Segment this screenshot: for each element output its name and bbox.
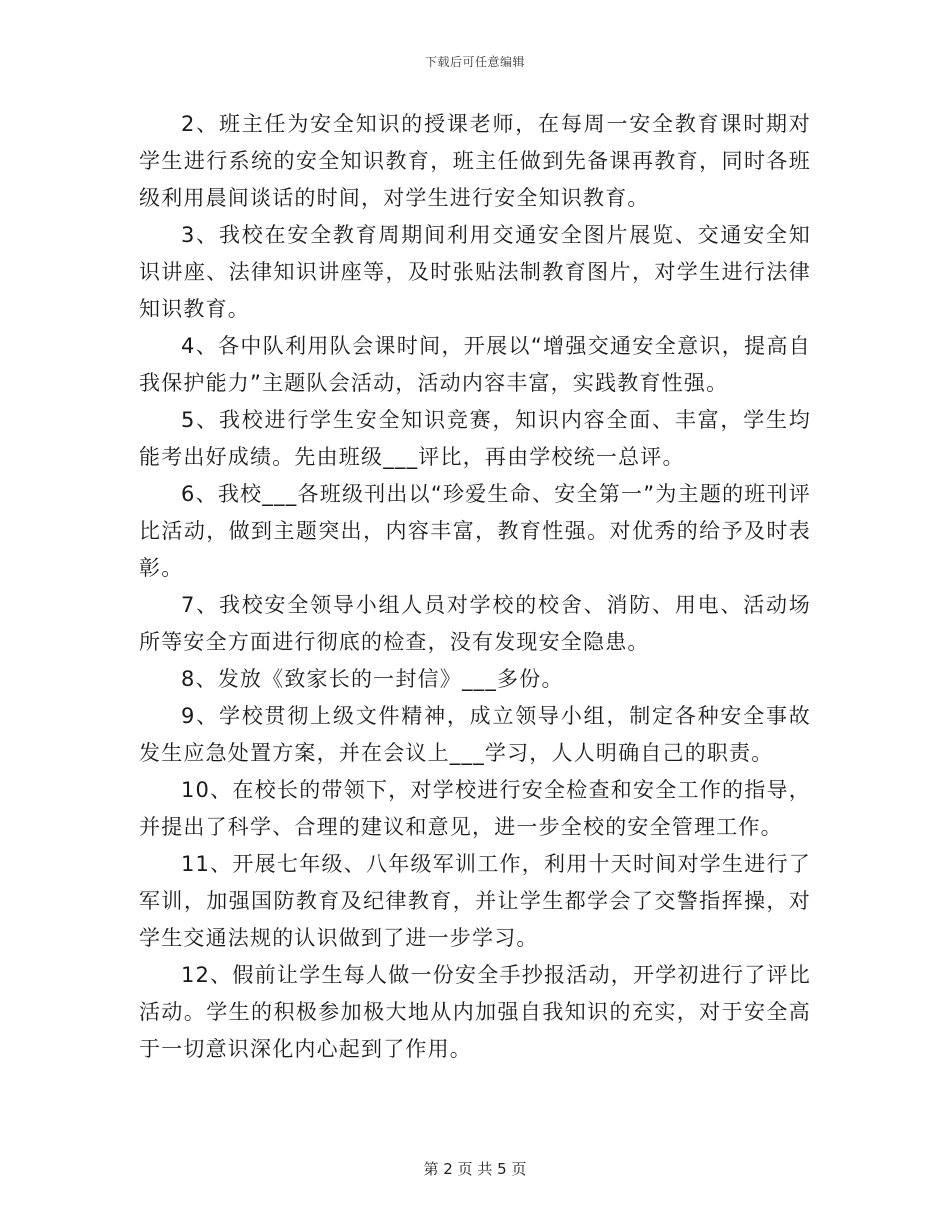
paragraph-item-4: 4、各中队利用队会课时间，开展以“增强交通安全意识，提高自我保护能力”主题队会活动，活动内容丰富，实践教育性强。: [139, 334, 811, 395]
paragraph-item-10: 10、在校长的带领下，对学校进行安全检查和安全工作的指导，并提出了科学、合理的建议和意见，进一步全校的安全管理工作。: [139, 778, 811, 839]
paragraph-item-2: 2、班主任为安全知识的授课老师，在每周一安全教育课时期对学生进行系统的安全知识教育，班主任做到先备课再教育，同时各班级利用晨间谈话的时间，对学生进行安全知识教育。: [139, 112, 811, 210]
page-number: 第 2 页 共 5 页: [423, 1160, 527, 1178]
paragraph-item-7: 7、我校安全领导小组人员对学校的校舍、消防、用电、活动场所等安全方面进行彻底的检查，没有发现安全隐患。: [139, 593, 811, 654]
paragraph-item-11: 11、开展七年级、八年级军训工作，利用十天时间对学生进行了军训，加强国防教育及纪律教育，并让学生都学会了交警指挥操，对学生交通法规的认识做到了进一步学习。: [139, 852, 811, 950]
paragraph-item-8: 8、发放《致家长的一封信》___多份。: [181, 667, 564, 691]
document-body: [139, 106, 811, 1068]
paragraph-item-3: 3、我校在安全教育周期间利用交通安全图片展览、交通安全知识讲座、法律知识讲座等，及时张贴法制教育图片，对学生进行法律知识教育。: [139, 223, 811, 321]
paragraph-item-6: 6、我校___各班级刊出以“珍爱生命、安全第一”为主题的班刊评比活动，做到主题突出，内容丰富，教育性强。对优秀的给予及时表彰。: [139, 482, 811, 580]
header-note: 下载后可任意编辑: [424, 55, 525, 69]
paragraph-item-9: 9、学校贯彻上级文件精神，成立领导小组，制定各种安全事故发生应急处置方案，并在会议上___学习，人人明确自己的职责。: [139, 704, 811, 765]
paragraph-item-5: 5、我校进行学生安全知识竞赛，知识内容全面、丰富，学生均能考出好成绩。先由班级___评比，再由学校统一总评。: [139, 408, 811, 469]
paragraph-item-12: 12、假前让学生每人做一份安全手抄报活动，开学初进行了评比活动。学生的积极参加极大地从内加强自我知识的充实，对于安全高于一切意识深化内心起到了作用。: [139, 963, 811, 1061]
